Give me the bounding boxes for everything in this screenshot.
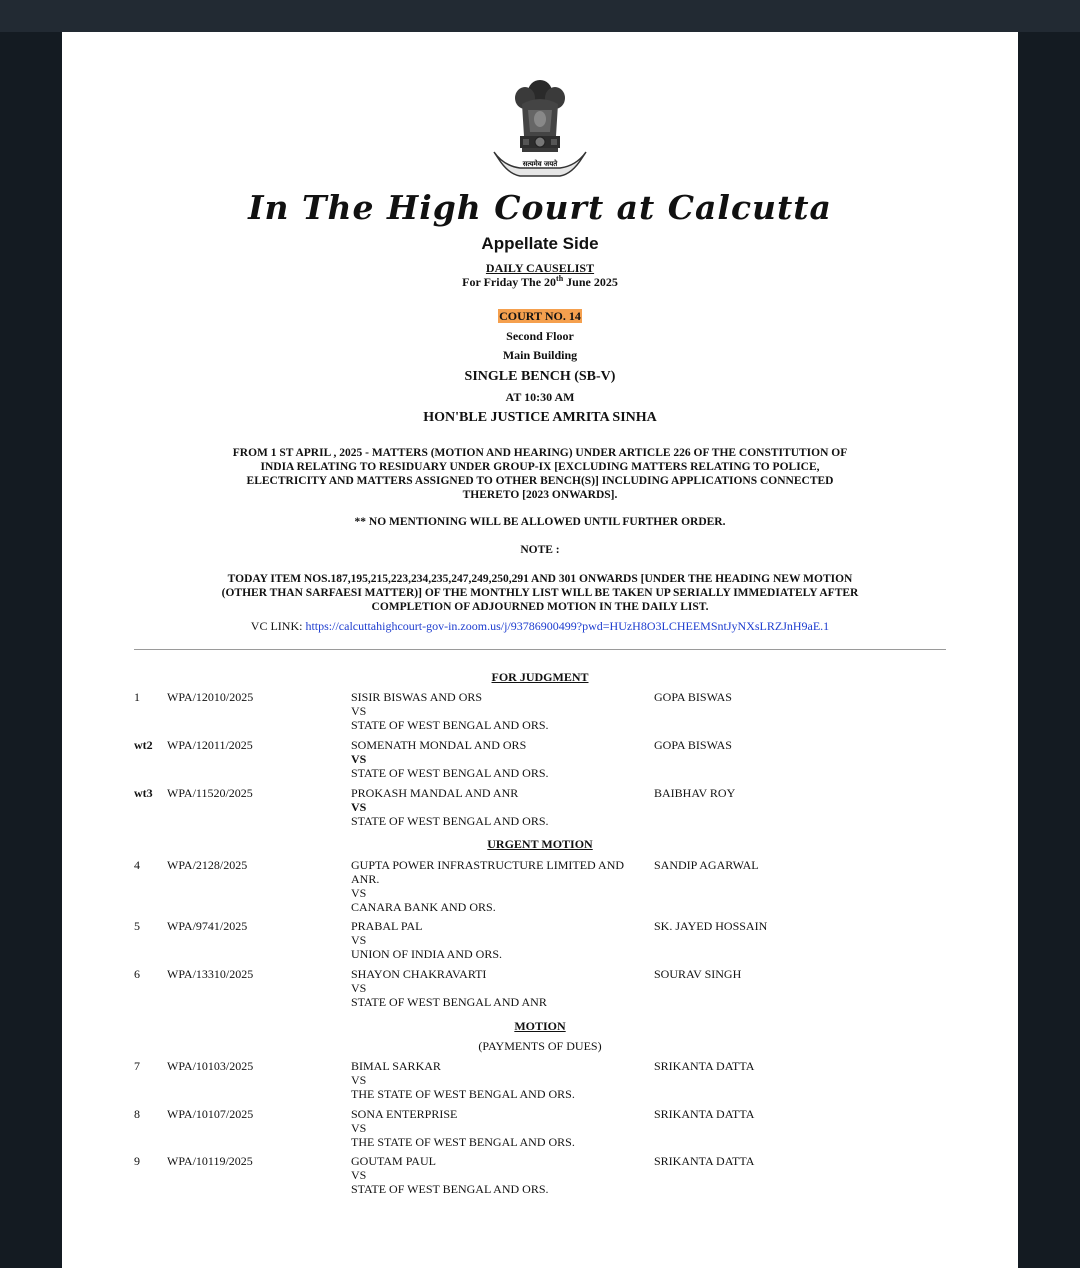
section-subheading: (PAYMENTS OF DUES) bbox=[478, 1039, 602, 1053]
judge-name: HON'BLE JUSTICE AMRITA SINHA bbox=[423, 410, 657, 425]
vc-link[interactable]: https://calcuttahighcourt-gov-in.zoom.us/j/93786900499?pwd=HUzH8O3LCHEEMSntJyNXsLRZJnH9aE.1 bbox=[305, 619, 830, 633]
divider bbox=[134, 649, 946, 650]
sitting-time: AT 10:30 AM bbox=[505, 390, 575, 404]
viewer-right-margin bbox=[1018, 32, 1080, 1268]
list-type: DAILY CAUSELIST bbox=[485, 261, 595, 275]
emblem-motto: सत्यमेव जयते bbox=[522, 160, 558, 168]
court-title: In The High Court at Calcutta bbox=[248, 188, 832, 227]
section-heading-for-judgment: FOR JUDGMENT bbox=[491, 670, 589, 684]
note-text: TODAY ITEM NOS.187,195,215,223,234,235,247,249,250,291 AND 301 ONWARDS [UNDER THE HEADING NEW MOTION (OTHER THAN SARFAESI MATTER)] OF THE MONTHLY LIST WILL BE TAKEN UP SERIALLY IMMEDIATELY AFTER COMPLETION OF ADJOURNED MOTION IN THE DAILY LIST. bbox=[221, 573, 859, 613]
section-heading-urgent-motion: URGENT MOTION bbox=[487, 837, 593, 851]
viewer-left-margin bbox=[0, 32, 62, 1268]
viewer-top-bar bbox=[0, 0, 1080, 32]
floor: Second Floor bbox=[506, 329, 574, 343]
national-emblem-icon bbox=[490, 74, 590, 194]
jurisdiction-notice: FROM 1 ST APRIL , 2025 - MATTERS (MOTION AND HEARING) UNDER ARTICLE 226 OF THE CONSTITUTION OF INDIA RELATING TO RESIDUARY UNDER GROUP-IX [EXCLUDING MATTERS RELATING TO POLICE, ELECTRICITY AND MATTERS ASSIGNED TO OTHER BENCH(S)] INCLUDING APPLICATIONS CONNECTED THERETO [2023 ONWARDS]. bbox=[232, 447, 848, 501]
section-heading-motion: MOTION bbox=[514, 1019, 566, 1033]
building: Main Building bbox=[502, 348, 578, 362]
note-label: NOTE : bbox=[520, 544, 560, 556]
no-mentioning-notice: ** NO MENTIONING WILL BE ALLOWED UNTIL FURTHER ORDER. bbox=[354, 516, 726, 528]
vc-link-line: VC LINK: https://calcuttahighcourt-gov-in.zoom.us/j/93786900499?pwd=HUzH8O3LCHEEMSntJyNXsLRZJnH9aE.1 bbox=[250, 619, 830, 633]
list-date: For Friday The 20th June 2025 bbox=[462, 274, 618, 289]
side-title: Appellate Side bbox=[481, 234, 599, 253]
causelist-page: सत्यमेव जयते In The High Court at Calcutta Appellate Side DAILY CAUSELIST For Friday The 20th June 2025 COURT NO. 14 Second Floor Main Building SINGLE BENCH (SB-V) AT 10:30 AM HON'BLE JUSTICE AMRITA SINHA FROM 1 ST APRIL , 2025 - MATTERS (MOTION AND HEARING) UNDER ARTICLE 226 OF THE CONSTITUTION OF INDIA RELATING TO RESIDUARY UNDER GROUP-IX [EXCLUDING MATTERS RELATING TO POLICE, ELECTRICITY AND MATTERS ASSIGNED TO OTHER BENCH(S)] INCLUDING APPLICATIONS CONNECTED THERETO [2023 ONWARDS]. ** NO MENTIONING WILL BE ALLOWED UNTIL FURTHER ORDER. NOTE : TODAY ITEM NOS.187,195,215,223,234,235,247,249,250,291 AND 301 ONWARDS [UNDER THE HEADING NEW MOTION (OTHER THAN SARFAESI MATTER)] OF THE MONTHLY LIST WILL BE TAKEN UP SERIALLY IMMEDIATELY AFTER COMPLETION OF ADJOURNED MOTION IN THE DAILY LIST. VC LINK: https://calcuttahighcourt-gov-in.zoom.us/j/93786900499?pwd=HUzH8O3LCHEEMSntJyNXsLRZJnH9aE.1 FOR JUDGMENT 1 WPA/12010/2025 SISIR BISWAS AND ORS VS STATE OF WEST BENGAL AND ORS. GOPA BISWAS wt2 WPA/12011/2025 SOMENATH MONDAL AND ORS VS STATE OF WEST BENGAL AND ORS. GOPA BISWAS wt3 WPA/11520/2025 PROKASH MANDAL AND ANR VS STATE OF WEST BENGAL AND ORS. BAIBHAV ROY URGENT MOTION 4 WPA/2128/2025 GUPTA POWER INFRASTRUCTURE LIMITED AND ANR. VS CANARA BANK AND ORS. SANDIP AGARWAL 5 WPA/9741/2025 PRABAL PAL VS UNION OF INDIA AND ORS. SK. JAYED HOSSAIN 6 WPA/13310/2025 SHAYON CHAKRAVARTI VS STATE OF WEST BENGAL AND ANR SOURAV SINGH MOTION (PAYMENTS OF DUES) 7 WPA/10103/2025 BIMAL SARKAR VS THE STATE OF WEST BENGAL AND ORS. SRIKANTA DATTA 8 WPA/10107/2025 SONA ENTERPRISE VS THE STATE OF WEST BENGAL AND ORS. SRIKANTA DATTA 9 WPA/10119/2025 GOUTAM PAUL VS STATE OF WEST BENGAL AND ORS. SRIKANTA DATTA bbox=[62, 32, 1018, 1268]
bench: SINGLE BENCH (SB-V) bbox=[464, 369, 616, 384]
court-number: COURT NO. 14 bbox=[499, 309, 581, 323]
